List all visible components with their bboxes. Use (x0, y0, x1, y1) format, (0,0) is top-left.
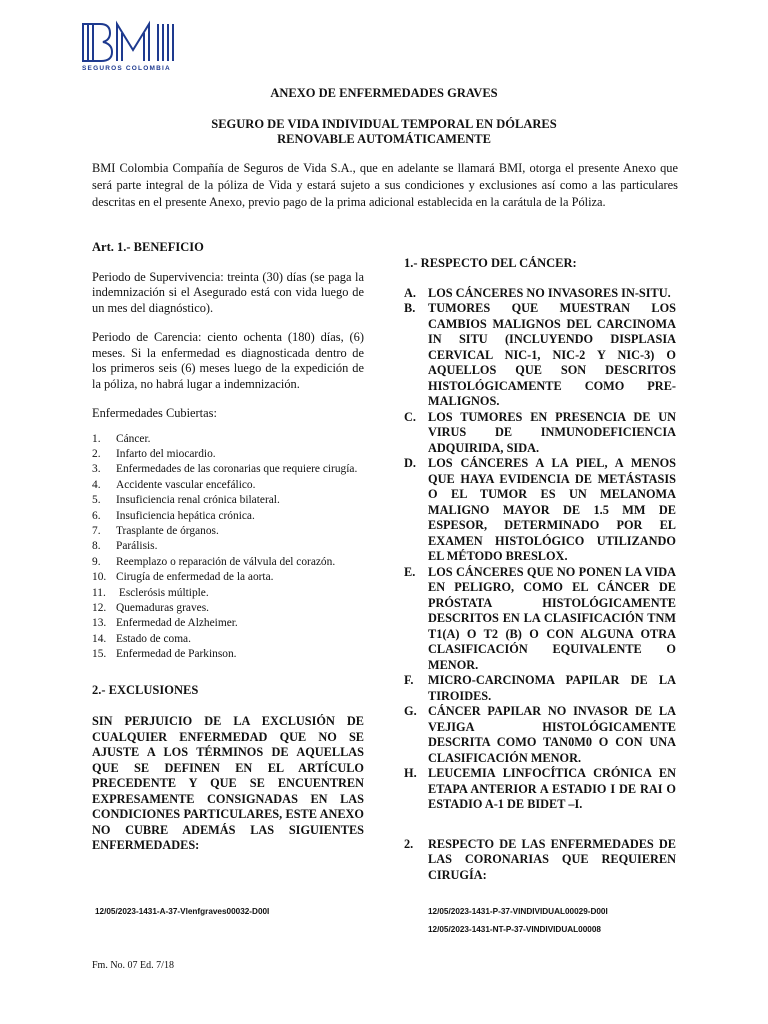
covered-disease-item (92, 524, 364, 539)
covered-disease-text: Infarto del miocardio. (116, 447, 216, 460)
covered-disease-text: Quemaduras graves. (116, 601, 209, 614)
cancer-exclusion-text: LOS CÁNCERES NO INVASORES IN-SITU. (428, 285, 671, 300)
covered-disease-number: 15. (92, 648, 107, 661)
cancer-heading: 1.- RESPECTO DEL CÁNCER: (404, 256, 577, 270)
coronary-heading: RESPECTO DE LAS ENFERMEDADES DE LAS CORONARIAS QUE REQUIEREN CIRUGÍA: (428, 836, 676, 882)
cancer-exclusion-letter: H. (404, 766, 417, 780)
cancer-exclusion-letter: A. (404, 285, 416, 300)
covered-disease-number: 8. (92, 540, 101, 553)
covered-disease-number: 11. (92, 586, 106, 599)
cancer-exclusion-item (404, 766, 676, 813)
covered-disease-item (92, 462, 364, 477)
cancer-exclusion-text: CÁNCER PAPILAR NO INVASOR DE LA VEJIGA HISTOLÓGICAMENTE DESCRITA COMO TAN0M0 O CON UNA CLASIFICACIÓN MENOR. (428, 704, 676, 765)
cancer-exclusion-letter: D. (404, 456, 416, 470)
covered-disease-text: Enfermedades de las coronarias que requiere cirugía. (116, 463, 358, 476)
covered-disease-item (92, 447, 364, 462)
exclusions-paragraph: SIN PERJUICIO DE LA EXCLUSIÓN DE CUALQUIER ENFERMEDAD QUE NO SE AJUSTE A LOS TÉRMINOS DE AQUELLAS QUE SE DEFINEN EN EL ARTÍCULO PRECEDENTE Y QUE SE ENCUENTREN EXPRESAMENTE CONSIGNADAS EN LAS CONDICIONES PARTICULARES, ESTE ANEXO NO CUBRE ADEMÁS LAS SIGUIENTES ENFERMEDADES: (92, 714, 364, 853)
document-title: ANEXO DE ENFERMEDADES GRAVES (270, 86, 498, 100)
cancer-exclusion-item (404, 301, 676, 410)
covered-disease-text: Trasplante de órganos. (116, 524, 219, 537)
cancer-exclusion-letter: F. (404, 673, 414, 687)
exclusions-heading: 2.- EXCLUSIONES (92, 682, 199, 697)
covered-disease-item (92, 570, 364, 585)
cancer-exclusion-text: MICRO-CARCINOMA PAPILAR DE LA TIROIDES. (428, 673, 676, 703)
left-column (92, 240, 364, 854)
cancer-exclusion-text: LOS CÁNCERES A LA PIEL, A MENOS QUE HAYA EVIDENCIA DE METÁSTASIS O EL TUMOR ES UN MELANOMA MALIGNO MAYOR DE 1.5 MM DE ESPESOR, DETERMINADO POR EL EXAMEN HISTOLÓGICO UTILIZANDO EL MÉTODO BRESLOX. (428, 456, 676, 563)
cancer-exclusion-item (404, 410, 676, 457)
cancer-exclusion-text: LEUCEMIA LINFOCÍTICA CRÓNICA EN ETAPA ANTERIOR A ESTADIO I DE RAI O ESTADIO A-1 DE BIDET –I. (428, 766, 676, 811)
cancer-exclusion-item (404, 704, 676, 766)
coronary-section (404, 837, 676, 884)
cancer-exclusion-letter: C. (404, 409, 416, 424)
covered-disease-item (92, 632, 364, 647)
covered-disease-number: 4. (92, 478, 101, 491)
cancer-exclusion-letter: B. (404, 301, 416, 315)
cancer-exclusion-letter: G. (404, 704, 417, 718)
covered-diseases-label: Enfermedades Cubiertas: (92, 406, 217, 420)
covered-disease-number: 5. (92, 494, 101, 507)
supervivencia-paragraph: Periodo de Supervivencia: treinta (30) días (se paga la indemnización si el Asegurado está con vida luego de un mes del diagnóstico). (92, 269, 364, 315)
covered-disease-text: Reemplazo o reparación de válvula del corazón. (116, 555, 336, 568)
intro-paragraph: BMI Colombia Compañía de Seguros de Vida S.A., que en adelante se llamará BMI, otorga el presente Anexo que será parte integral de la póliza de Vida y estará sujeto a sus condiciones y exclusiones así como a las particulares descritas en el presente Anexo, previo pago de la prima adicional establecida en la carátula de la Póliza. (92, 161, 678, 209)
cancer-exclusion-item (404, 565, 676, 674)
covered-disease-text: Accidente vascular encefálico. (116, 478, 256, 491)
covered-disease-number: 3. (92, 463, 101, 476)
covered-disease-item (92, 432, 364, 447)
cancer-exclusion-letter: E. (404, 564, 416, 579)
covered-disease-item (92, 509, 364, 524)
covered-disease-number: 10. (92, 571, 107, 584)
covered-disease-text: Cáncer. (116, 432, 151, 445)
cancer-exclusions-list (404, 286, 676, 813)
covered-disease-text: Enfermedad de Parkinson. (116, 648, 237, 661)
covered-disease-item (92, 601, 364, 616)
cancer-exclusion-item (404, 286, 676, 302)
bmi-logo-icon (80, 20, 188, 64)
covered-disease-text: Cirugía de enfermedad de la aorta. (116, 571, 274, 584)
covered-disease-item (92, 539, 364, 554)
covered-disease-item (92, 493, 364, 508)
covered-disease-number: 7. (92, 524, 101, 537)
covered-disease-number: 2. (92, 447, 101, 460)
bmi-logo (80, 20, 190, 72)
covered-disease-number: 1. (92, 432, 101, 445)
covered-disease-item (92, 478, 364, 493)
covered-disease-text: Parálisis. (116, 540, 158, 553)
cancer-exclusion-text: LOS TUMORES EN PRESENCIA DE UN VIRUS DE INMUNODEFICIENCIA ADQUIRIDA, SIDA. (428, 409, 676, 455)
document-subtitle-line1: SEGURO DE VIDA INDIVIDUAL TEMPORAL EN DÓLARES (211, 117, 557, 131)
covered-disease-item (92, 586, 364, 601)
document-subtitle-line2: RENOVABLE AUTOMÁTICAMENTE (277, 132, 491, 146)
covered-disease-number: 6. (92, 509, 101, 522)
covered-disease-item (92, 616, 364, 631)
covered-disease-item (92, 555, 364, 570)
coronary-number: 2. (404, 836, 414, 851)
covered-disease-text: Insuficiencia hepática crónica. (116, 509, 255, 522)
logo-subtitle: SEGUROS COLOMBIA (82, 65, 171, 72)
document-code-left: 12/05/2023-1431-A-37-Vlenfgraves00032-D00I (95, 907, 270, 916)
cancer-exclusion-item (404, 456, 676, 565)
cancer-exclusion-text: TUMORES QUE MUESTRAN LOS CAMBIOS MALIGNOS DEL CARCINOMA IN SITU (INCLUYENDO DISPLASIA CERVICAL NIC-1, NIC-2 Y NIC-3) O AQUELLOS QUE SON DESCRITOS HISTOLÓGICAMENTE COMO PRE-MALIGNOS. (428, 301, 676, 408)
covered-disease-number: 13. (92, 617, 107, 630)
covered-disease-number: 12. (92, 601, 107, 614)
covered-disease-text: Estado de coma. (116, 632, 191, 645)
covered-disease-text: Insuficiencia renal crónica bilateral. (116, 494, 280, 507)
right-column (404, 256, 676, 883)
covered-disease-number: 9. (92, 555, 101, 568)
form-footer: Fm. No. 07 Ed. 7/18 (92, 960, 174, 971)
art1-heading: Art. 1.- BENEFICIO (92, 240, 204, 254)
covered-disease-number: 14. (92, 632, 107, 645)
cancer-exclusion-item (404, 673, 676, 704)
covered-disease-text: Esclerósis múltiple. (116, 586, 209, 599)
carencia-paragraph: Periodo de Carencia: ciento ochenta (180) días, (6) meses. Si la enfermedad es diagnosticada dentro de los primeros seis (6) meses luego de la expedición de la póliza, no habrá lugar a indemnización. (92, 330, 364, 391)
covered-disease-item (92, 647, 364, 662)
covered-diseases-list (92, 432, 364, 663)
cancer-exclusion-text: LOS CÁNCERES QUE NO PONEN LA VIDA EN PELIGRO, COMO EL CÁNCER DE PRÓSTATA HISTOLÓGICAMENTE DESCRITOS EN LA CLASIFICACIÓN TNM T1(A) O T2 (B) O CON ALGUNA OTRA CLASIFICACIÓN EQUIVALENTE O MENOR. (428, 564, 676, 672)
document-code-right-2: 12/05/2023-1431-NT-P-37-VINDIVIDUAL00008 (428, 925, 601, 934)
covered-disease-text: Enfermedad de Alzheimer. (116, 617, 238, 630)
document-code-right-1: 12/05/2023-1431-P-37-VINDIVIDUAL00029-D00I (428, 907, 608, 916)
